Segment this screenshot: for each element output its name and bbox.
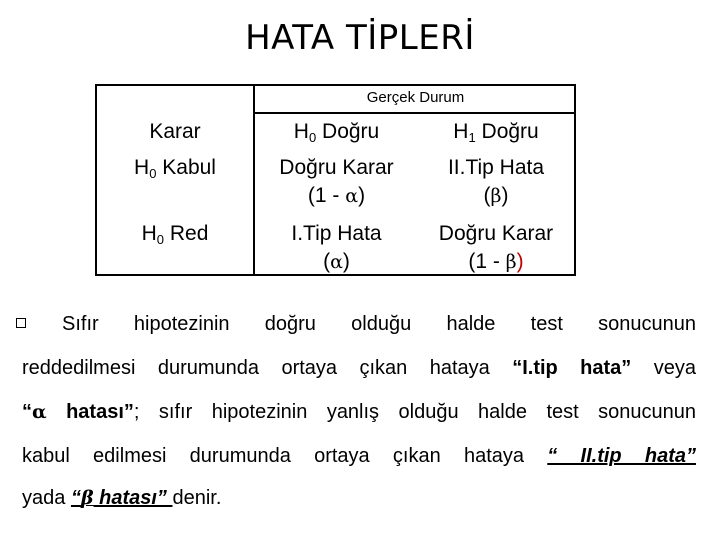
l5-quote: “ bbox=[70, 487, 81, 509]
row1-label-h: H bbox=[134, 156, 150, 179]
table-cell-correct-decision-beta bbox=[418, 220, 574, 276]
l3-quote: “ bbox=[22, 401, 32, 423]
paragraph-line-4 bbox=[22, 442, 696, 470]
row2-c2-open: (1 - bbox=[468, 250, 506, 273]
table-corner-decision: Karar bbox=[149, 120, 201, 143]
col-h1-rest: Doğru bbox=[475, 120, 539, 143]
alpha-symbol: α bbox=[330, 251, 343, 273]
beta-symbol: β bbox=[505, 251, 517, 273]
type2-error-term: “ II.tip hata” bbox=[547, 445, 696, 467]
paragraph-line-3 bbox=[22, 398, 696, 426]
row2-label-sub: 0 bbox=[156, 232, 165, 247]
col-h1-sub: 1 bbox=[468, 130, 476, 145]
row1-c1-line2 bbox=[255, 182, 418, 210]
row2-label-rest: Red bbox=[164, 222, 209, 245]
row1-c1-close: ) bbox=[358, 184, 366, 207]
table-cell-correct-decision-alpha bbox=[255, 154, 418, 210]
row2-c1-line2 bbox=[255, 248, 418, 276]
row2-c2-line1: Doğru Karar bbox=[438, 222, 554, 245]
row1-c2-line2 bbox=[418, 182, 574, 210]
row1-label-sub: 0 bbox=[149, 166, 157, 181]
beta-symbol: β bbox=[490, 185, 502, 207]
beta-symbol: β bbox=[80, 487, 94, 509]
table-col-h1-true bbox=[418, 118, 574, 146]
l2-tail: veya bbox=[631, 357, 696, 379]
beta-error-term: hatası” bbox=[93, 487, 173, 509]
alpha-symbol: α bbox=[345, 185, 359, 207]
paragraph-line-2 bbox=[22, 354, 696, 382]
row2-c2-close: ) bbox=[516, 250, 524, 273]
paragraph-line-1: Sıfır hipotezinin doğru olduğu halde test sonucunun bbox=[62, 313, 696, 335]
row1-c2-line1: II.Tip Hata bbox=[447, 156, 545, 179]
l3-tail: ; sıfır hipotezinin yanlış olduğu halde test sonucunun bbox=[133, 401, 697, 423]
l5-tail: denir. bbox=[172, 487, 222, 509]
row2-label-h: H bbox=[141, 222, 157, 245]
type1-error-term: “I.tip hata” bbox=[512, 357, 632, 379]
l4-text: kabul edilmesi durumunda ortaya çıkan hataya bbox=[22, 445, 548, 467]
col-h0-h: H bbox=[293, 120, 309, 143]
table-cell-type2-error bbox=[418, 154, 574, 210]
row1-label-rest: Kabul bbox=[156, 156, 216, 179]
row1-c2-close: ) bbox=[501, 184, 509, 207]
table-row-h0-accept-label bbox=[97, 154, 253, 182]
row2-c1-close: ) bbox=[342, 250, 350, 273]
row2-c2-line2 bbox=[418, 248, 574, 276]
alpha-symbol: α bbox=[32, 401, 47, 423]
col-h0-sub: 0 bbox=[308, 130, 317, 145]
table-row-h0-reject-label bbox=[97, 220, 253, 248]
l2-text: reddedilmesi durumunda ortaya çıkan hataya bbox=[22, 357, 513, 379]
square-bullet-icon bbox=[16, 318, 26, 328]
alpha-error-term: hatası” bbox=[46, 401, 134, 423]
l5-text: yada bbox=[22, 487, 71, 509]
paragraph-line-5 bbox=[22, 484, 696, 512]
row1-c1-open: (1 - bbox=[307, 184, 346, 207]
col-h1-h: H bbox=[453, 120, 469, 143]
table-cell-type1-error bbox=[255, 220, 418, 276]
page-title: HATA TİPLERİ bbox=[245, 18, 475, 58]
row1-c1-line1: Doğru Karar bbox=[279, 156, 394, 179]
row2-c1-line1: I.Tip Hata bbox=[291, 222, 382, 245]
table-header-real-state: Gerçek Durum bbox=[253, 84, 576, 114]
col-h0-rest: Doğru bbox=[316, 120, 380, 143]
table-col-h0-true bbox=[255, 118, 418, 146]
row2-c1-open: ( bbox=[323, 250, 331, 273]
row1-c2-open: ( bbox=[483, 184, 491, 207]
